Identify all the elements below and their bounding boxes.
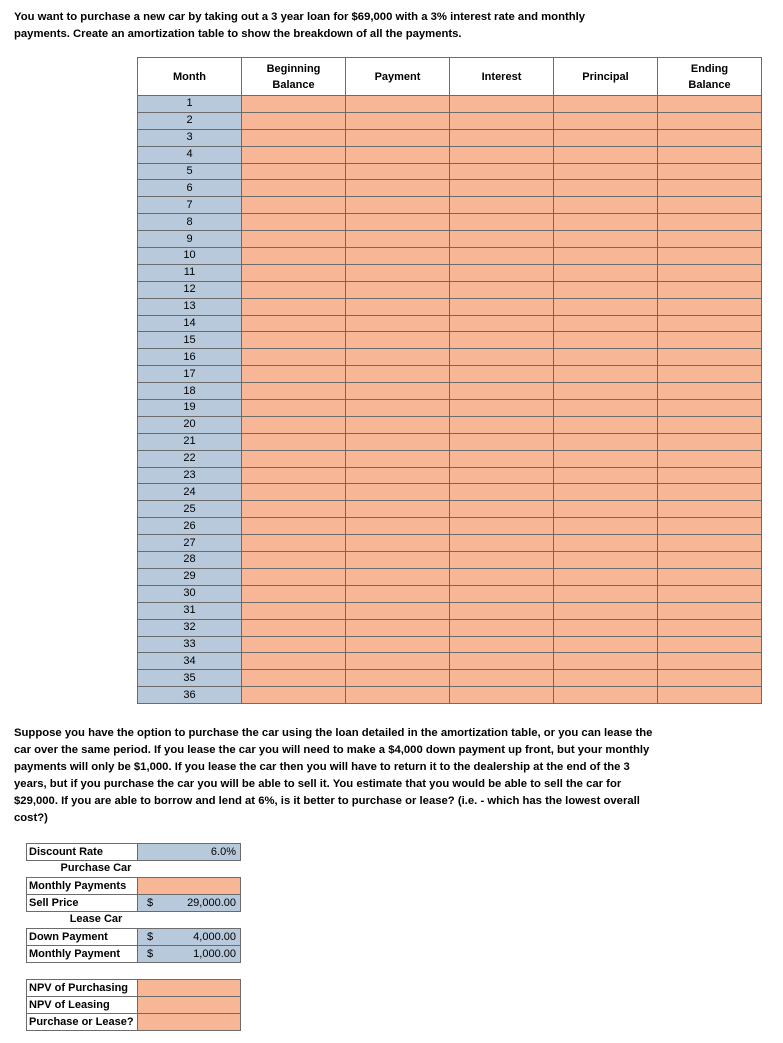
ending-balance-input-cell[interactable] [658,332,762,349]
payment-input-cell[interactable] [346,349,450,366]
principal-input-cell[interactable] [554,467,658,484]
table-row [138,467,762,484]
ending-balance-input-cell[interactable] [658,231,762,248]
npv-purchasing-row [26,979,241,996]
payment-input-cell[interactable] [346,163,450,180]
interest-input-cell[interactable] [450,450,554,467]
payment-input-cell[interactable] [346,332,450,349]
beginning-balance-input-cell[interactable] [242,400,346,417]
month-cell: 7 [138,197,242,214]
table-row [138,518,762,535]
month-cell: 13 [138,298,242,315]
month-cell: 2 [138,112,242,129]
header-beginning-balance [242,58,346,96]
beginning-balance-input-cell[interactable] [242,518,346,535]
principal-input-cell[interactable] [554,281,658,298]
month-cell: 5 [138,163,242,180]
beginning-balance-input-cell[interactable] [242,349,346,366]
month-cell: 4 [138,146,242,163]
interest-input-cell[interactable] [450,180,554,197]
principal-input-cell[interactable] [554,231,658,248]
month-cell: 28 [138,552,242,569]
payment-input-cell[interactable] [346,366,450,383]
payment-input-cell[interactable] [346,248,450,265]
ending-balance-input-cell[interactable] [658,383,762,400]
discount-rate-label: Discount Rate [26,843,139,861]
table-row [138,433,762,450]
interest-input-cell[interactable] [450,264,554,281]
table-row [138,349,762,366]
beginning-balance-input-cell[interactable] [242,129,346,146]
interest-input-cell[interactable] [450,433,554,450]
payment-input-cell[interactable] [346,129,450,146]
payment-input-cell[interactable] [346,619,450,636]
npv-calculator [26,843,241,1030]
payment-input-cell[interactable] [346,383,450,400]
beginning-balance-input-cell[interactable] [242,383,346,400]
month-cell: 31 [138,602,242,619]
month-cell: 17 [138,366,242,383]
interest-input-cell[interactable] [450,585,554,602]
table-row [138,96,762,113]
principal-input-cell[interactable] [554,180,658,197]
table-row [138,129,762,146]
ending-balance-input-cell[interactable] [658,653,762,670]
beginning-balance-input-cell[interactable] [242,636,346,653]
month-cell: 9 [138,231,242,248]
header-month: Month [138,58,242,96]
interest-input-cell[interactable] [450,400,554,417]
table-row [138,231,762,248]
down-payment-value: 4,000.00 [193,931,236,943]
month-cell: 26 [138,518,242,535]
sell-price-currency: $ [147,897,154,909]
ending-balance-input-cell[interactable] [658,501,762,518]
principal-input-cell[interactable] [554,670,658,687]
sell-price-value: 29,000.00 [187,897,236,909]
interest-input-cell[interactable] [450,568,554,585]
month-cell: 27 [138,535,242,552]
table-row [138,248,762,265]
table-row [138,366,762,383]
month-cell: 22 [138,450,242,467]
monthly-payment-row [26,945,241,962]
beginning-balance-input-cell[interactable] [242,332,346,349]
table-row [138,315,762,332]
discount-rate-value: 6.0% [210,846,236,858]
principal-input-cell[interactable] [554,248,658,265]
ending-balance-input-cell[interactable] [658,433,762,450]
month-cell: 32 [138,619,242,636]
ending-balance-input-cell[interactable] [658,264,762,281]
month-cell: 3 [138,129,242,146]
interest-input-cell[interactable] [450,366,554,383]
interest-input-cell[interactable] [450,129,554,146]
interest-input-cell[interactable] [450,687,554,704]
header-interest: Interest [450,58,554,96]
beginning-balance-input-cell[interactable] [242,96,346,113]
principal-input-cell[interactable] [554,197,658,214]
principal-input-cell[interactable] [554,163,658,180]
ending-balance-input-cell[interactable] [658,636,762,653]
down-payment-row [26,928,241,945]
ending-balance-input-cell[interactable] [658,670,762,687]
monthly-payment-value: 1,000.00 [193,948,236,960]
discount-rate-cell[interactable] [137,843,241,861]
table-row [138,585,762,602]
beginning-balance-input-cell[interactable] [242,416,346,433]
table-row [138,112,762,129]
principal-input-cell[interactable] [554,366,658,383]
interest-input-cell[interactable] [450,383,554,400]
question-2-text: Suppose you have the option to purchase the car using the loan detailed in the amortization table, or you can lease the car over the same period. If you lease the car you will need to make a $4,000 down payment up front, but your monthly payments will only be $1,000. If you lease the car then you will have to return it to the dealership at the end of the 3 years, but if you purchase the car you will be able to sell it. You estimate that you would be able to sell the car for $29,000. If you are able to borrow and lend at 6%, is it better to purchase or lease? (i.e. - which has the lowest overall cost?) [14,727,653,824]
table-row [138,400,762,417]
beginning-balance-input-cell[interactable] [242,552,346,569]
interest-input-cell[interactable] [450,518,554,535]
purchase-car-heading: Purchase Car [60,862,132,874]
principal-input-cell[interactable] [554,568,658,585]
ending-balance-input-cell[interactable] [658,298,762,315]
interest-input-cell[interactable] [450,96,554,113]
ending-balance-input-cell[interactable] [658,568,762,585]
down-payment-label: Down Payment [26,928,139,946]
interest-input-cell[interactable] [450,535,554,552]
month-cell: 34 [138,653,242,670]
payment-input-cell[interactable] [346,180,450,197]
monthly-payment-label: Monthly Payment [26,945,139,963]
interest-input-cell[interactable] [450,349,554,366]
interest-input-cell[interactable] [450,467,554,484]
principal-input-cell[interactable] [554,585,658,602]
beginning-balance-input-cell[interactable] [242,298,346,315]
month-cell: 21 [138,433,242,450]
interest-input-cell[interactable] [450,670,554,687]
header-principal: Principal [554,58,658,96]
payment-input-cell[interactable] [346,535,450,552]
ending-balance-input-cell[interactable] [658,96,762,113]
monthly-payments-input[interactable] [137,877,241,895]
principal-input-cell[interactable] [554,129,658,146]
beginning-balance-input-cell[interactable] [242,484,346,501]
table-row [138,197,762,214]
principal-input-cell[interactable] [554,112,658,129]
amortization-table [137,57,762,704]
beginning-balance-input-cell[interactable] [242,281,346,298]
purchase-or-lease-label: Purchase or Lease? [26,1013,139,1031]
principal-input-cell[interactable] [554,214,658,231]
month-cell: 33 [138,636,242,653]
principal-input-cell[interactable] [554,518,658,535]
principal-input-cell[interactable] [554,298,658,315]
principal-input-cell[interactable] [554,484,658,501]
principal-input-cell[interactable] [554,383,658,400]
interest-input-cell[interactable] [450,653,554,670]
beginning-balance-input-cell[interactable] [242,264,346,281]
ending-balance-input-cell[interactable] [658,163,762,180]
interest-input-cell[interactable] [450,636,554,653]
beginning-balance-input-cell[interactable] [242,619,346,636]
principal-input-cell[interactable] [554,349,658,366]
purchase-or-lease-input[interactable] [137,1013,241,1031]
sell-price-row [26,894,241,911]
beginning-balance-input-cell[interactable] [242,585,346,602]
beginning-balance-input-cell[interactable] [242,433,346,450]
ending-balance-input-cell[interactable] [658,484,762,501]
interest-input-cell[interactable] [450,231,554,248]
table-row [138,535,762,552]
table-row [138,552,762,569]
beginning-balance-input-cell[interactable] [242,214,346,231]
month-cell: 6 [138,180,242,197]
npv-leasing-input[interactable] [137,996,241,1014]
beginning-balance-input-cell[interactable] [242,180,346,197]
interest-input-cell[interactable] [450,602,554,619]
beginning-balance-input-cell[interactable] [242,248,346,265]
month-cell: 23 [138,467,242,484]
payment-input-cell[interactable] [346,552,450,569]
monthly-payments-label: Monthly Payments [26,877,139,895]
payment-input-cell[interactable] [346,450,450,467]
principal-input-cell[interactable] [554,619,658,636]
beginning-balance-input-cell[interactable] [242,535,346,552]
ending-balance-input-cell[interactable] [658,366,762,383]
interest-input-cell[interactable] [450,298,554,315]
monthly-payments-row [26,877,241,894]
ending-balance-input-cell[interactable] [658,518,762,535]
month-cell: 20 [138,416,242,433]
principal-input-cell[interactable] [554,687,658,704]
ending-balance-input-cell[interactable] [658,281,762,298]
payment-input-cell[interactable] [346,518,450,535]
interest-input-cell[interactable] [450,281,554,298]
payment-input-cell[interactable] [346,315,450,332]
purchase-or-lease-row [26,1013,241,1030]
interest-input-cell[interactable] [450,112,554,129]
principal-input-cell[interactable] [554,501,658,518]
beginning-balance-input-cell[interactable] [242,146,346,163]
table-row [138,602,762,619]
ending-balance-input-cell[interactable] [658,687,762,704]
header-payment: Payment [346,58,450,96]
month-cell: 25 [138,501,242,518]
ending-balance-input-cell[interactable] [658,467,762,484]
sell-price-cell[interactable] [137,894,241,912]
sell-price-label: Sell Price [26,894,139,912]
table-row [138,332,762,349]
interest-input-cell[interactable] [450,552,554,569]
principal-input-cell[interactable] [554,332,658,349]
month-cell: 14 [138,315,242,332]
table-row [138,670,762,687]
monthly-payment-currency: $ [147,948,154,960]
interest-input-cell[interactable] [450,214,554,231]
table-row [138,383,762,400]
beginning-balance-input-cell[interactable] [242,197,346,214]
table-row [138,568,762,585]
table-row [138,501,762,518]
ending-balance-input-cell[interactable] [658,197,762,214]
interest-input-cell[interactable] [450,501,554,518]
payment-input-cell[interactable] [346,687,450,704]
amortization-header-row [138,58,762,96]
npv-leasing-row [26,996,241,1013]
payment-input-cell[interactable] [346,602,450,619]
ending-balance-input-cell[interactable] [658,146,762,163]
payment-input-cell[interactable] [346,433,450,450]
down-payment-currency: $ [147,931,154,943]
month-cell: 11 [138,264,242,281]
table-row [138,636,762,653]
ending-balance-input-cell[interactable] [658,214,762,231]
interest-input-cell[interactable] [450,416,554,433]
table-row [138,619,762,636]
beginning-balance-input-cell[interactable] [242,687,346,704]
table-row [138,214,762,231]
month-cell: 29 [138,568,242,585]
principal-input-cell[interactable] [554,602,658,619]
discount-rate-row [26,843,241,860]
beginning-balance-input-cell[interactable] [242,501,346,518]
ending-balance-input-cell[interactable] [658,248,762,265]
beginning-balance-input-cell[interactable] [242,602,346,619]
payment-input-cell[interactable] [346,112,450,129]
payment-input-cell[interactable] [346,585,450,602]
principal-input-cell[interactable] [554,146,658,163]
principal-input-cell[interactable] [554,636,658,653]
beginning-balance-input-cell[interactable] [242,467,346,484]
table-row [138,163,762,180]
month-cell: 36 [138,687,242,704]
beginning-balance-input-cell[interactable] [242,112,346,129]
interest-input-cell[interactable] [450,332,554,349]
principal-input-cell[interactable] [554,264,658,281]
payment-input-cell[interactable] [346,197,450,214]
table-row [138,298,762,315]
lease-car-heading: Lease Car [69,913,123,925]
interest-input-cell[interactable] [450,484,554,501]
principal-input-cell[interactable] [554,535,658,552]
payment-input-cell[interactable] [346,636,450,653]
table-row [138,281,762,298]
down-payment-cell[interactable] [137,928,241,946]
table-row [138,484,762,501]
npv-leasing-label: NPV of Leasing [26,996,139,1014]
month-cell: 8 [138,214,242,231]
ending-balance-input-cell[interactable] [658,450,762,467]
payment-input-cell[interactable] [346,298,450,315]
interest-input-cell[interactable] [450,619,554,636]
interest-input-cell[interactable] [450,197,554,214]
month-cell: 30 [138,585,242,602]
table-row [138,146,762,163]
beginning-balance-input-cell[interactable] [242,670,346,687]
header-beginning-balance-label: Beginning Balance [266,62,321,91]
payment-input-cell[interactable] [346,416,450,433]
month-cell: 18 [138,383,242,400]
monthly-payment-cell[interactable] [137,945,241,963]
month-cell: 24 [138,484,242,501]
interest-input-cell[interactable] [450,248,554,265]
payment-input-cell[interactable] [346,400,450,417]
ending-balance-input-cell[interactable] [658,619,762,636]
interest-input-cell[interactable] [450,146,554,163]
month-cell: 10 [138,248,242,265]
principal-input-cell[interactable] [554,450,658,467]
beginning-balance-input-cell[interactable] [242,163,346,180]
month-cell: 16 [138,349,242,366]
principal-input-cell[interactable] [554,433,658,450]
question-1-text: You want to purchase a new car by taking out a 3 year loan for $69,000 with a 3% interest rate and monthly payments. Create an amortization table to show the breakdown of all the payments. [14,11,586,40]
beginning-balance-input-cell[interactable] [242,653,346,670]
principal-input-cell[interactable] [554,552,658,569]
interest-input-cell[interactable] [450,315,554,332]
principal-input-cell[interactable] [554,315,658,332]
payment-input-cell[interactable] [346,653,450,670]
payment-input-cell[interactable] [346,231,450,248]
principal-input-cell[interactable] [554,653,658,670]
payment-input-cell[interactable] [346,96,450,113]
month-cell: 19 [138,400,242,417]
ending-balance-input-cell[interactable] [658,315,762,332]
ending-balance-input-cell[interactable] [658,129,762,146]
ending-balance-input-cell[interactable] [658,180,762,197]
ending-balance-input-cell[interactable] [658,552,762,569]
table-row [138,416,762,433]
table-row [138,653,762,670]
table-row [138,450,762,467]
header-ending-balance-label: Ending Balance [688,62,731,91]
payment-input-cell[interactable] [346,214,450,231]
header-ending-balance [658,58,762,96]
payment-input-cell[interactable] [346,670,450,687]
npv-purchasing-label: NPV of Purchasing [26,979,139,997]
beginning-balance-input-cell[interactable] [242,315,346,332]
month-cell: 15 [138,332,242,349]
ending-balance-input-cell[interactable] [658,535,762,552]
ending-balance-input-cell[interactable] [658,112,762,129]
principal-input-cell[interactable] [554,96,658,113]
month-cell: 12 [138,281,242,298]
beginning-balance-input-cell[interactable] [242,568,346,585]
principal-input-cell[interactable] [554,416,658,433]
month-cell: 35 [138,670,242,687]
npv-purchasing-input[interactable] [137,979,241,997]
table-row [138,687,762,704]
ending-balance-input-cell[interactable] [658,400,762,417]
ending-balance-input-cell[interactable] [658,585,762,602]
payment-input-cell[interactable] [346,568,450,585]
month-cell: 1 [138,96,242,113]
ending-balance-input-cell[interactable] [658,416,762,433]
beginning-balance-input-cell[interactable] [242,450,346,467]
payment-input-cell[interactable] [346,484,450,501]
ending-balance-input-cell[interactable] [658,349,762,366]
beginning-balance-input-cell[interactable] [242,366,346,383]
table-row [138,264,762,281]
table-row [138,180,762,197]
beginning-balance-input-cell[interactable] [242,231,346,248]
payment-input-cell[interactable] [346,467,450,484]
payment-input-cell[interactable] [346,281,450,298]
principal-input-cell[interactable] [554,400,658,417]
payment-input-cell[interactable] [346,501,450,518]
ending-balance-input-cell[interactable] [658,602,762,619]
payment-input-cell[interactable] [346,264,450,281]
payment-input-cell[interactable] [346,146,450,163]
interest-input-cell[interactable] [450,163,554,180]
